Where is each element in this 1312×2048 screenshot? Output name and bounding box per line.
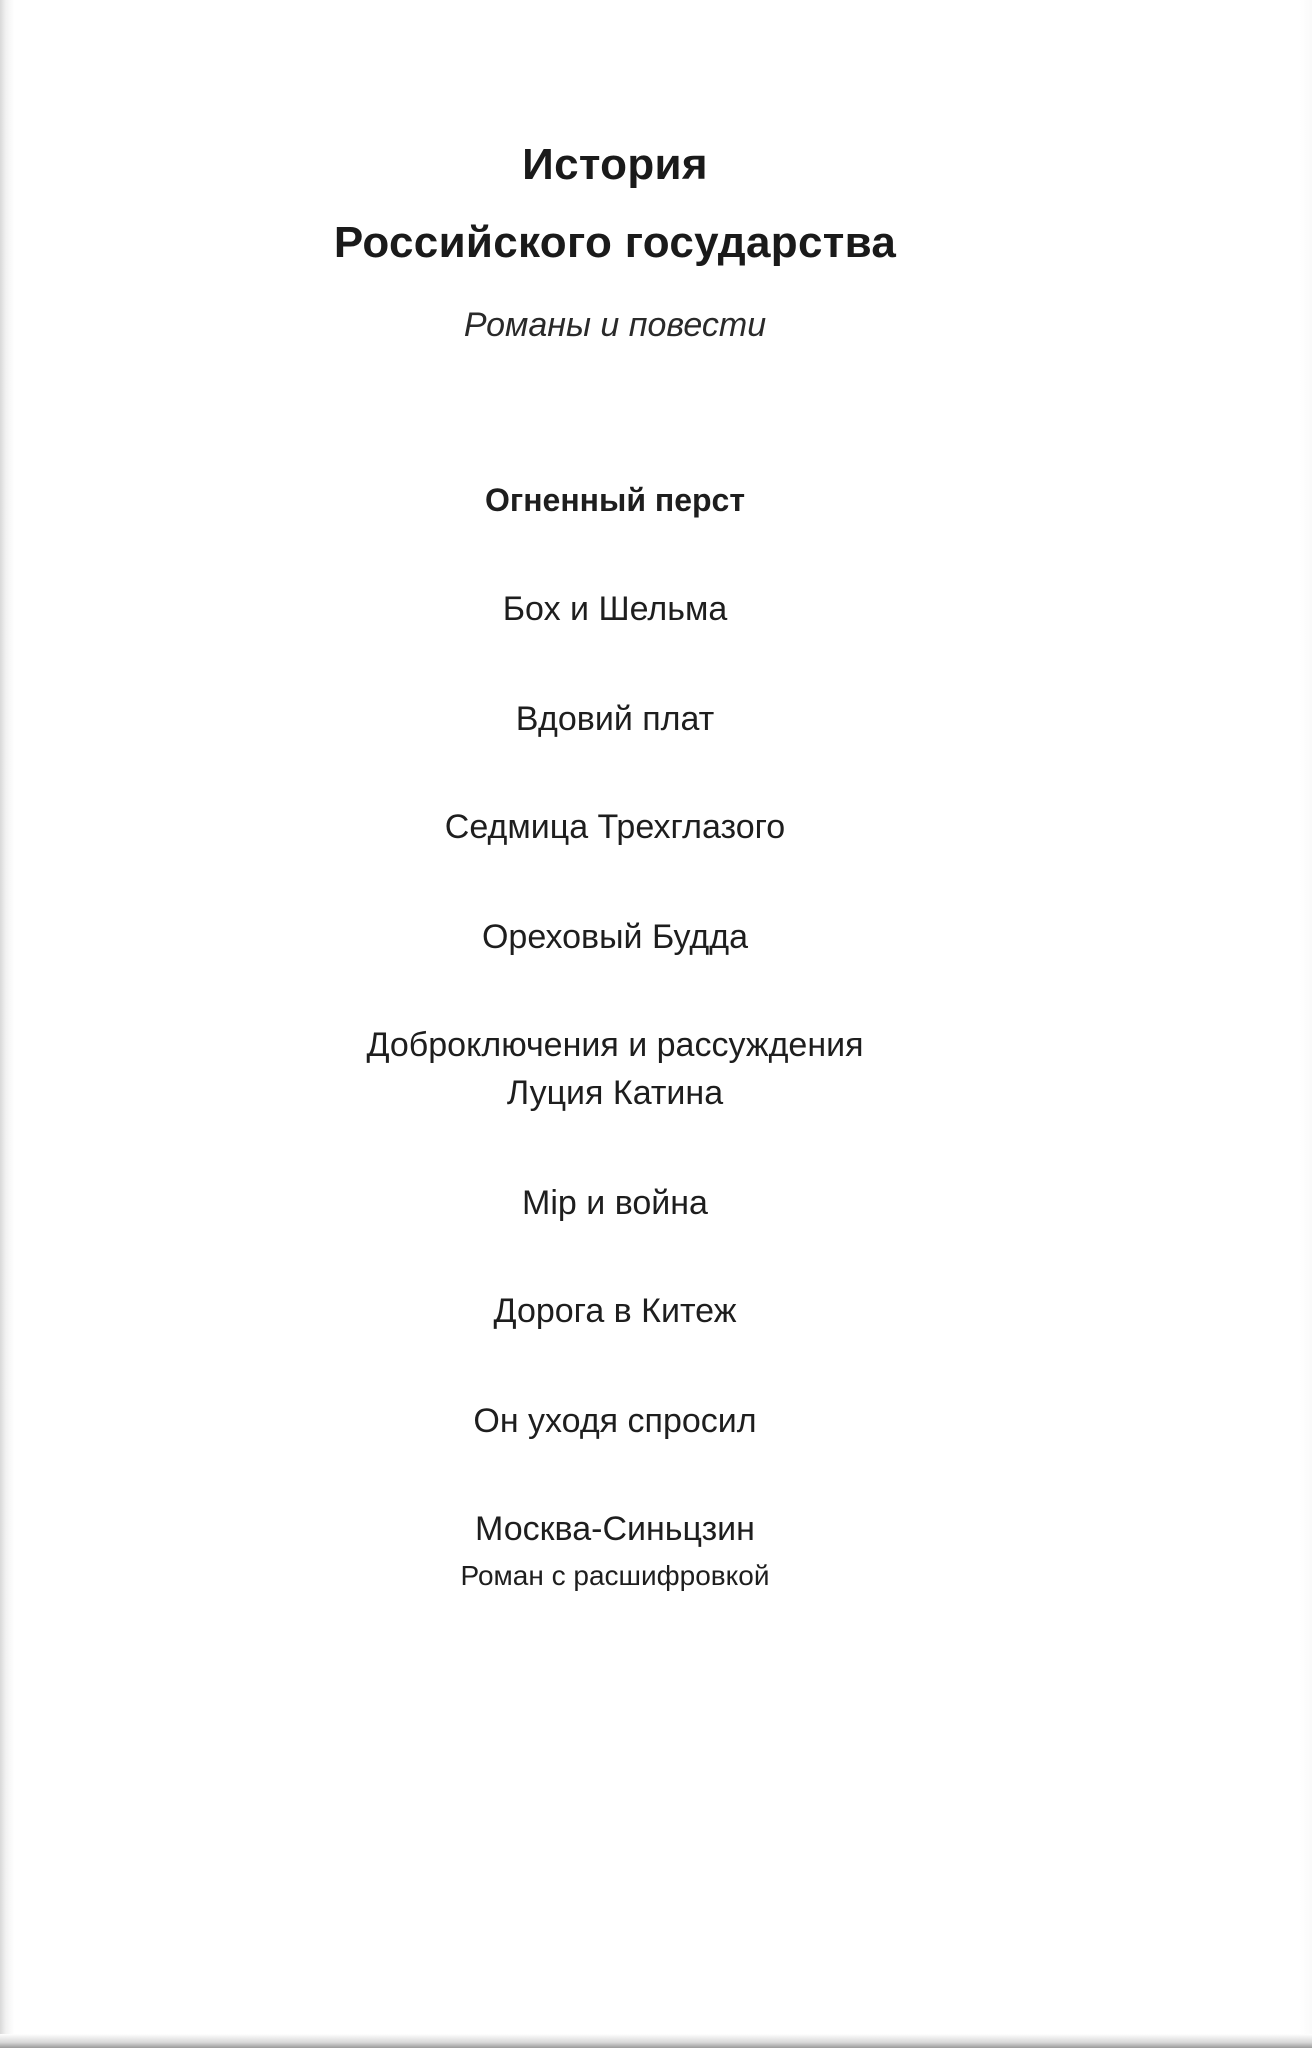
contents-item-3: Вдовий плат xyxy=(515,700,715,738)
title-line-2: Российского государства xyxy=(333,218,897,267)
contents-item-7: Мiр и война xyxy=(522,1184,708,1222)
contents-item-4: Седмица Трехглазого xyxy=(444,808,786,846)
contents-item-6: Доброключения и рассуждения xyxy=(366,1026,864,1064)
subtitle: Романы и повести xyxy=(463,306,767,344)
contents-item-10-note: Роман с расшифровкой xyxy=(460,1560,770,1591)
title-line-1: История xyxy=(522,140,708,189)
contents-item-9: Он уходя спросил xyxy=(473,1402,757,1440)
contents-item-8: Дорога в Китеж xyxy=(493,1292,737,1330)
contents-item-1: Огненный перст xyxy=(484,482,746,518)
contents-item-5: Ореховый Будда xyxy=(481,918,748,956)
contents-item-2: Бох и Шельма xyxy=(502,590,728,628)
contents-item-6-line-2: Луция Катина xyxy=(506,1074,724,1112)
page-bottom-edge xyxy=(0,2034,1312,2048)
contents-item-10: Москва-Синьцзин xyxy=(475,1510,755,1548)
